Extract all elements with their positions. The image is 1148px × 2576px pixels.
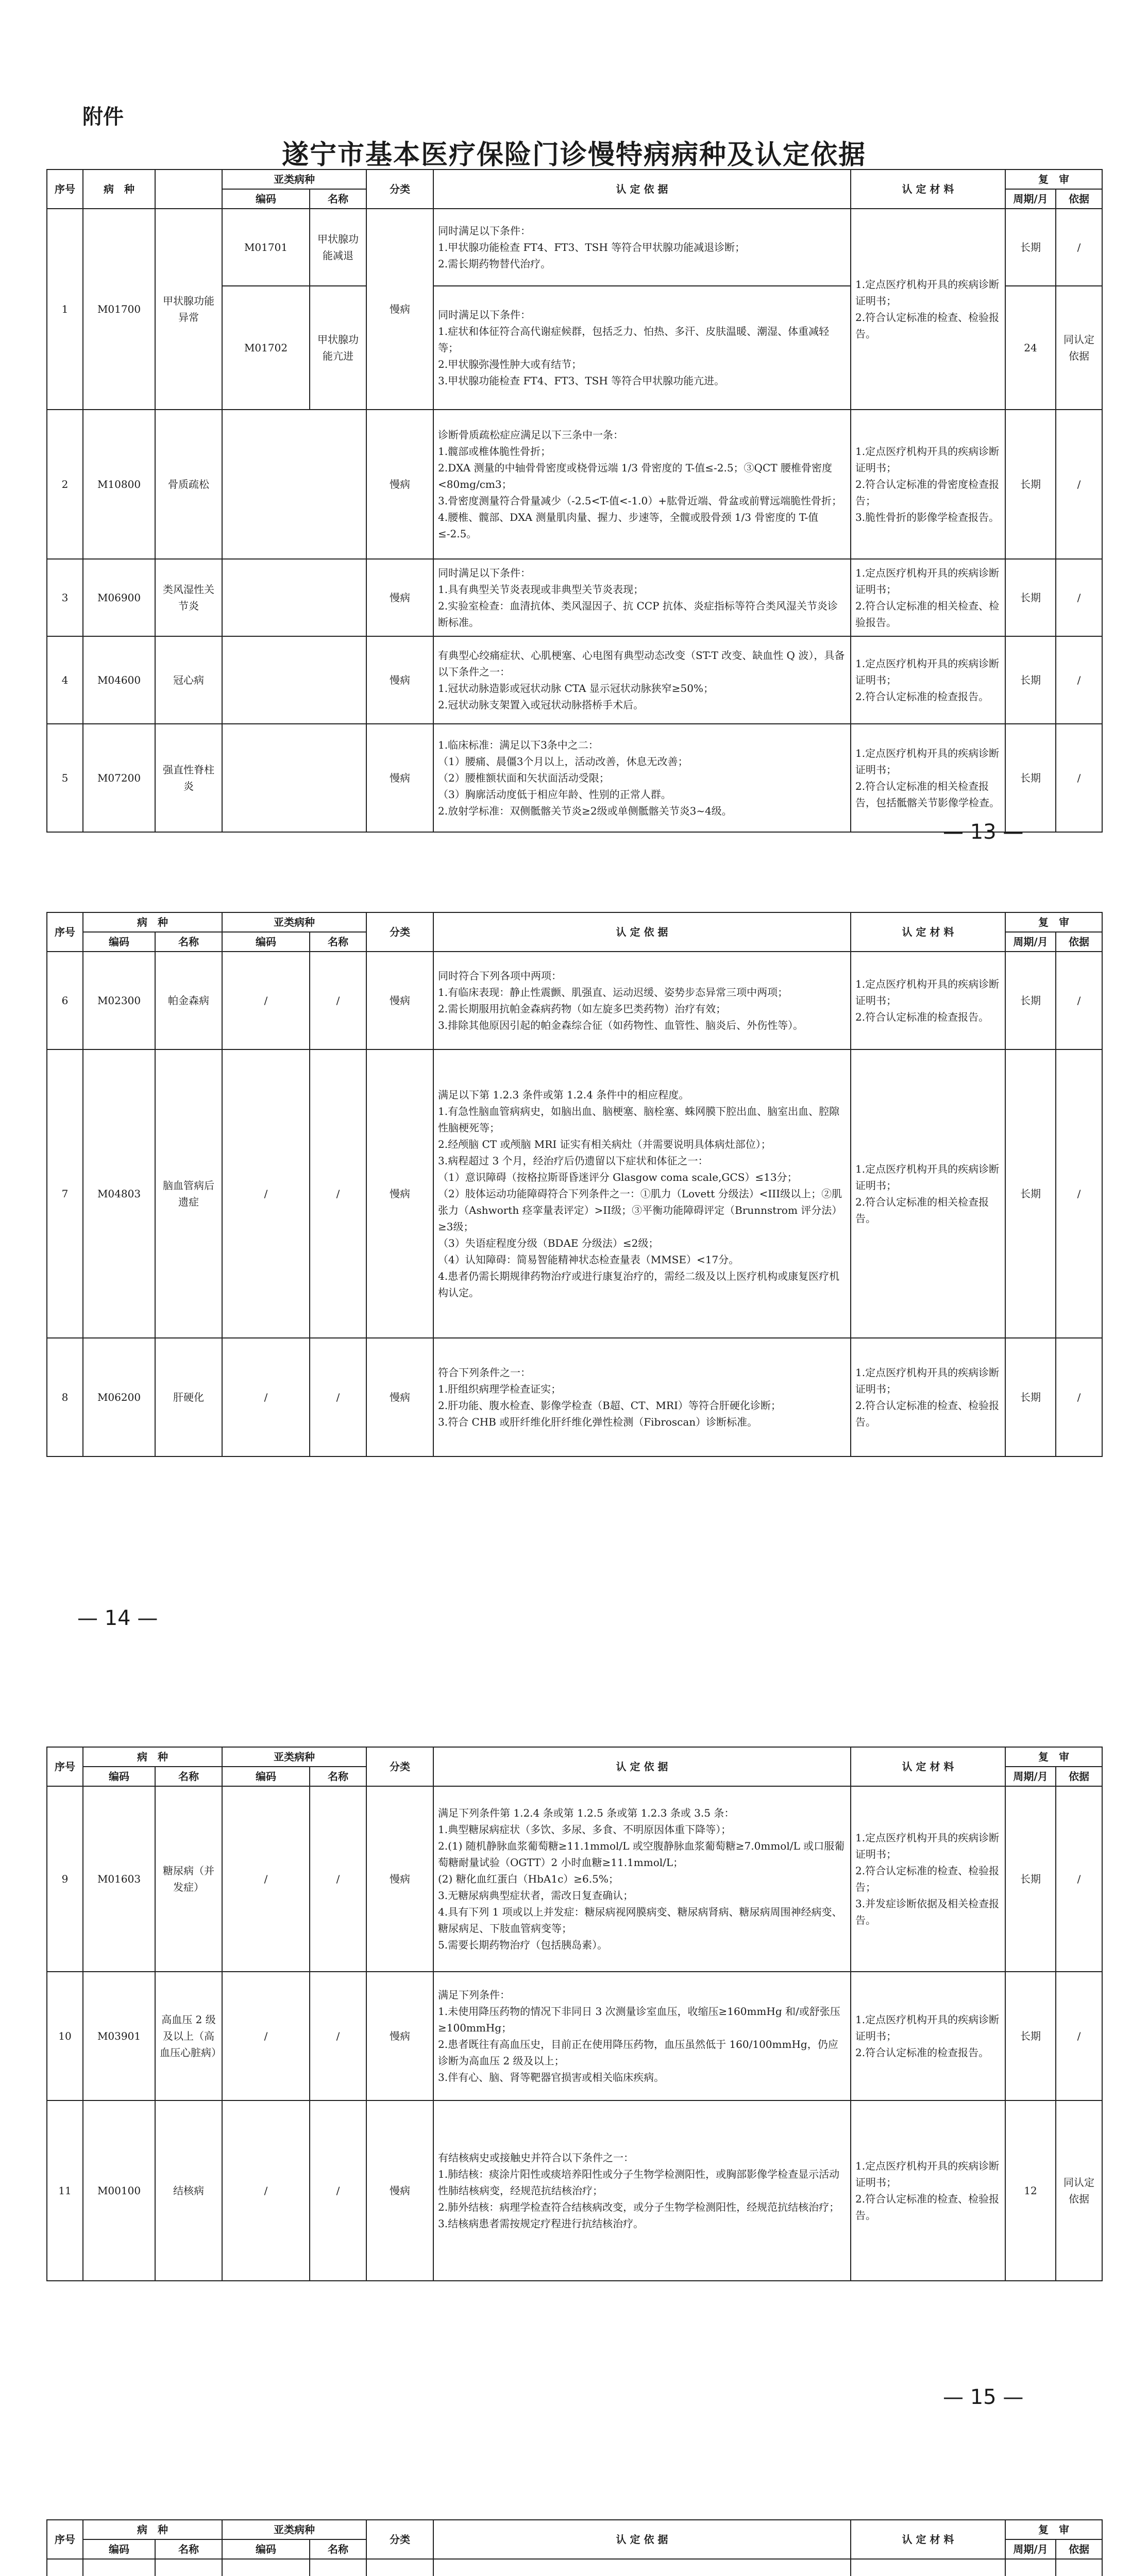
row-name: 强直性脊柱炎 bbox=[155, 724, 222, 832]
row-period: 24 bbox=[1005, 286, 1056, 410]
row-period: 长期 bbox=[1005, 1338, 1056, 1456]
col-sub-name: 名称 bbox=[310, 2539, 366, 2559]
col-code: 编码 bbox=[83, 2539, 155, 2559]
row-name bbox=[155, 2559, 222, 2576]
row-name: 糖尿病（并发症） bbox=[155, 1786, 222, 1972]
col-review: 复 审 bbox=[1005, 2520, 1102, 2539]
table-row bbox=[47, 410, 1102, 559]
row-seq: 7 bbox=[47, 1049, 83, 1338]
row-code: M07200 bbox=[83, 724, 155, 832]
col-criteria: 认 定 依 据 bbox=[433, 1747, 851, 1786]
row-basis: 同认定依据 bbox=[1056, 2100, 1102, 2281]
row-category: 慢病 bbox=[366, 952, 433, 1049]
table-row bbox=[47, 1786, 1102, 1972]
col-basis: 依据 bbox=[1056, 932, 1102, 952]
table-row bbox=[47, 724, 1102, 832]
row-seq: 10 bbox=[47, 1972, 83, 2100]
sub-code: / bbox=[222, 1338, 310, 1456]
sub-name: / bbox=[310, 1049, 366, 1338]
row-name: 结核病 bbox=[155, 2100, 222, 2281]
row-basis: / bbox=[1056, 1786, 1102, 1972]
col-sub-code: 编码 bbox=[222, 2539, 310, 2559]
sub-code: / bbox=[222, 2100, 310, 2281]
col-materials: 认 定 材 料 bbox=[851, 1747, 1005, 1786]
col-disease: 病 种 bbox=[83, 912, 222, 932]
page-title: 遂宁市基本医疗保险门诊慢特病病种及认定依据 bbox=[281, 139, 866, 171]
sub-code: / bbox=[222, 952, 310, 1049]
row-basis: / bbox=[1056, 952, 1102, 1049]
col-sub: 亚类病种 bbox=[222, 1747, 366, 1767]
col-review: 复 审 bbox=[1005, 1747, 1102, 1767]
col-seq: 序号 bbox=[47, 2520, 83, 2559]
col-period: 周期/月 bbox=[1005, 932, 1056, 952]
row-seq bbox=[47, 2559, 83, 2576]
col-code: 编码 bbox=[83, 1767, 155, 1786]
row-category: 慢病 bbox=[366, 410, 433, 559]
row-name: 高血压 2 级及以上（高血压心脏病） bbox=[155, 1972, 222, 2100]
col-period: 周期/月 bbox=[1005, 1767, 1056, 1786]
row-period: 长期 bbox=[1005, 724, 1056, 832]
row-period: 12 bbox=[1005, 2100, 1056, 2281]
row-basis: / bbox=[1056, 724, 1102, 832]
disease-table-page-15 bbox=[46, 1747, 1103, 2281]
row-category: 慢病 bbox=[366, 209, 433, 410]
col-sub-code: 编码 bbox=[222, 932, 310, 952]
row-category: 慢病 bbox=[366, 2100, 433, 2281]
sub-code: / bbox=[222, 1049, 310, 1338]
row-criteria: 同时满足以下条件： 1.具有典型关节炎表现或非典型关节炎表现； 2.实验室检查：血清抗体、类风湿因子、抗 CCP 抗体、炎症指标等符合类风湿关节炎诊断标准。 bbox=[433, 559, 851, 636]
row-period: 长期 bbox=[1005, 209, 1056, 286]
row-code: M06900 bbox=[83, 559, 155, 636]
col-criteria: 认 定 依 据 bbox=[433, 2520, 851, 2559]
row-period: 长期 bbox=[1005, 559, 1056, 636]
sub-code: / bbox=[222, 1786, 310, 1972]
table-row bbox=[47, 636, 1102, 724]
col-sub-name: 名称 bbox=[310, 932, 366, 952]
sub-name: / bbox=[310, 952, 366, 1049]
row-materials: 1.定点医疗机构开具的疾病诊断证明书； 2.符合认定标准的相关检查、检验报告。 bbox=[851, 559, 1005, 636]
table-row bbox=[47, 2559, 1102, 2576]
row-materials: 1.定点医疗机构开具的疾病诊断证明书； 2.符合认定标准的检查报告。 bbox=[851, 636, 1005, 724]
row-criteria: 同时满足以下条件： 1.症状和体征符合高代谢症候群，包括乏力、怕热、多汗、皮肤温暖、潮湿、体重减轻等； 2.甲状腺弥漫性肿大或有结节； 3.甲状腺功能检查 FT4、FT3、TSH 等符合甲状腺功能亢进。 bbox=[433, 286, 851, 410]
row-category bbox=[366, 2559, 433, 2576]
row-period: 长期 bbox=[1005, 636, 1056, 724]
row-name: 肝硬化 bbox=[155, 1338, 222, 1456]
sub-code bbox=[222, 2559, 310, 2576]
sub-code: M01701 bbox=[222, 209, 310, 286]
col-disease: 病 种 bbox=[83, 170, 155, 209]
page-number: — 13 — bbox=[943, 820, 1024, 844]
col-category: 分类 bbox=[366, 170, 433, 209]
sub-name: / bbox=[310, 1786, 366, 1972]
col-name: 名称 bbox=[155, 1767, 222, 1786]
table-row bbox=[47, 209, 1102, 286]
col-criteria: 认 定 依 据 bbox=[433, 912, 851, 952]
row-basis: / bbox=[1056, 1338, 1102, 1456]
row-materials: 1.定点医疗机构开具的疾病诊断证明书； 2.符合认定标准的检查报告。 bbox=[851, 1972, 1005, 2100]
row-category: 慢病 bbox=[366, 1786, 433, 1972]
row-materials: 1.定点医疗机构开具的疾病诊断证明书； 2.符合认定标准的检查、检验报告。 bbox=[851, 1338, 1005, 1456]
row-category: 慢病 bbox=[366, 724, 433, 832]
page-number: — 14 — bbox=[77, 1606, 158, 1630]
row-code: M04600 bbox=[83, 636, 155, 724]
sub-code: / bbox=[222, 1972, 310, 2100]
row-category: 慢病 bbox=[366, 636, 433, 724]
table-row bbox=[47, 1338, 1102, 1456]
table-row bbox=[47, 1049, 1102, 1338]
col-disease: 病 种 bbox=[83, 2520, 222, 2539]
col-period: 周期/月 bbox=[1005, 189, 1056, 209]
row-code: M01603 bbox=[83, 1786, 155, 1972]
col-sub: 亚类病种 bbox=[222, 912, 366, 932]
row-code bbox=[83, 2559, 155, 2576]
row-materials: 1.定点医疗机构开具的疾病诊断证明书； 2.符合认定标准的检查、检验报告。 bbox=[851, 2100, 1005, 2281]
row-criteria: 有典型心绞痛症状、心肌梗塞、心电图有典型动态改变（ST-T 改变、缺血性 Q 波），具备以下条件之一： 1.冠状动脉造影或冠状动脉 CTA 显示冠状动脉狭窄≥50%； 2.冠状动脉支架置入或冠状动脉搭桥手术后。 bbox=[433, 636, 851, 724]
col-review: 复 审 bbox=[1005, 170, 1102, 189]
row-seq: 11 bbox=[47, 2100, 83, 2281]
row-basis: / bbox=[1056, 636, 1102, 724]
row-name: 类风湿性关节炎 bbox=[155, 559, 222, 636]
col-seq: 序号 bbox=[47, 170, 83, 209]
col-disease-name-spacer bbox=[155, 170, 222, 209]
row-seq: 1 bbox=[47, 209, 83, 410]
sub-name: / bbox=[310, 1972, 366, 2100]
row-seq: 5 bbox=[47, 724, 83, 832]
col-sub-code: 编码 bbox=[222, 1767, 310, 1786]
col-category: 分类 bbox=[366, 1747, 433, 1786]
col-materials: 认 定 材 料 bbox=[851, 170, 1005, 209]
row-criteria: 1.临床标准：满足以下3条中之二： （1）腰痛、晨僵3个月以上，活动改善，休息无改善； （2）腰椎额状面和矢状面活动受限； （3）胸廓活动度低于相应年龄、性别的正常人群。 2.放射学标准：双侧骶髂关节炎≥2级或单侧骶髂关节炎3~4级。 bbox=[433, 724, 851, 832]
sub-code: M01702 bbox=[222, 286, 310, 410]
col-name: 名称 bbox=[155, 932, 222, 952]
row-period: 长期 bbox=[1005, 952, 1056, 1049]
table-row bbox=[47, 952, 1102, 1049]
col-code: 编码 bbox=[83, 932, 155, 952]
row-seq: 6 bbox=[47, 952, 83, 1049]
col-category: 分类 bbox=[366, 2520, 433, 2559]
row-code: M04803 bbox=[83, 1049, 155, 1338]
col-criteria: 认 定 依 据 bbox=[433, 170, 851, 209]
col-sub-name: 名称 bbox=[310, 189, 366, 209]
col-disease: 病 种 bbox=[83, 1747, 222, 1767]
row-materials: 1.定点医疗机构开具的疾病诊断证明书； 2.符合认定标准的骨密度检查报告； 3.脆性骨折的影像学检查报告。 bbox=[851, 410, 1005, 559]
row-code: M02300 bbox=[83, 952, 155, 1049]
row-seq: 4 bbox=[47, 636, 83, 724]
col-basis: 依据 bbox=[1056, 2539, 1102, 2559]
col-sub: 亚类病种 bbox=[222, 170, 366, 189]
sub-name: 甲状腺功能亢进 bbox=[310, 286, 366, 410]
row-criteria: 满足下列条件： 1.未使用降压药物的情况下非同日 3 次测量诊室血压，收缩压≥160mmHg 和/或舒张压≥100mmHg； 2.患者既往有高血压史，目前正在使用降压药物，血压虽然低于 160/100mmHg，仍应诊断为高血压 2 级及以上； 3.伴有心、脑、肾等靶器官损害或相关临床疾病。 bbox=[433, 1972, 851, 2100]
row-criteria: 诊断骨质疏松症应满足以下三条中一条： 1.髋部或椎体脆性骨折； 2.DXA 测量的中轴骨骨密度或桡骨远端 1/3 骨密度的 T-值≤-2.5；③QCT 腰椎骨密度<80mg/cm3； 3.骨密度测量符合骨量减少（-2.5<T-值<-1.0）+肱骨近端、骨盆或前臂远端脆性骨折； 4.腰椎、髋部、DXA 测量肌肉量、握力、步速等，全髋或股骨颈 1/3 骨密度的 T-值≤-2.5。 bbox=[433, 410, 851, 559]
row-basis bbox=[1056, 2559, 1102, 2576]
row-period: 长期 bbox=[1005, 410, 1056, 559]
row-name: 帕金森病 bbox=[155, 952, 222, 1049]
row-materials: 1.定点医疗机构开具的疾病诊断证明书； 2.符合认定标准的相关检查报告，包括骶髂关节影像学检查。 bbox=[851, 724, 1005, 832]
col-basis: 依据 bbox=[1056, 1767, 1102, 1786]
row-seq: 3 bbox=[47, 559, 83, 636]
col-category: 分类 bbox=[366, 912, 433, 952]
table-row bbox=[47, 559, 1102, 636]
row-basis: / bbox=[1056, 209, 1102, 286]
row-basis: / bbox=[1056, 559, 1102, 636]
col-seq: 序号 bbox=[47, 1747, 83, 1786]
row-seq: 8 bbox=[47, 1338, 83, 1456]
disease-table-page-14 bbox=[46, 912, 1103, 1457]
col-basis: 依据 bbox=[1056, 189, 1102, 209]
row-materials: 1.定点医疗机构开具的疾病诊断证明书； 2.符合认定标准的检查、检验报告。 bbox=[851, 209, 1005, 410]
row-period: 长期 bbox=[1005, 1049, 1056, 1338]
sub-name: / bbox=[310, 2100, 366, 2281]
col-sub: 亚类病种 bbox=[222, 2520, 366, 2539]
row-code: M03901 bbox=[83, 1972, 155, 2100]
row-seq: 2 bbox=[47, 410, 83, 559]
row-basis: / bbox=[1056, 410, 1102, 559]
row-seq: 9 bbox=[47, 1786, 83, 1972]
table-row bbox=[47, 2100, 1102, 2281]
row-name: 冠心病 bbox=[155, 636, 222, 724]
col-sub-name: 名称 bbox=[310, 1767, 366, 1786]
sub-empty bbox=[222, 636, 366, 724]
col-review: 复 审 bbox=[1005, 912, 1102, 932]
row-materials bbox=[851, 2559, 1005, 2576]
row-materials: 1.定点医疗机构开具的疾病诊断证明书； 2.符合认定标准的检查报告。 bbox=[851, 952, 1005, 1049]
row-criteria: 满足下列条件第 1.2.4 条或第 1.2.5 条或第 1.2.3 条或 3.5 条： 1.典型糖尿病症状（多饮、多尿、多食、不明原因体重下降等）； 2.(1) 随机静脉血浆葡萄糖≥11.1mmol/L 或空腹静脉血浆葡萄糖≥7.0mmol/L 或口服葡萄糖耐量试验（OGTT）2 小时血糖≥11.1mmol/L； (2) 糖化血红蛋白（HbA1c）≥6.5%； 3.无糖尿病典型症状者，需改日复查确认； 4.具有下列 1 项或以上并发症：糖尿病视网膜病变、糖尿病肾病、糖尿病周围神经病变、糖尿病足、下肢血管病变等； 5.需要长期药物治疗（包括胰岛素）。 bbox=[433, 1786, 851, 1972]
disease-table-page-16 bbox=[46, 2519, 1103, 2576]
disease-table-page-13 bbox=[46, 169, 1103, 833]
col-materials: 认 定 材 料 bbox=[851, 912, 1005, 952]
row-period: 长期 bbox=[1005, 1786, 1056, 1972]
row-code: M06200 bbox=[83, 1338, 155, 1456]
row-name: 脑血管病后遗症 bbox=[155, 1049, 222, 1338]
row-basis: / bbox=[1056, 1049, 1102, 1338]
row-basis: / bbox=[1056, 1972, 1102, 2100]
row-criteria: 有结核病史或接触史并符合以下条件之一： 1.肺结核：痰涂片阳性或痰培养阳性或分子生物学检测阳性，或胸部影像学检查显示活动性肺结核病变，经规范抗结核治疗； 2.肺外结核：病理学检查符合结核病改变，或分子生物学检测阳性，经规范抗结核治疗； 3.结核病患者需按规定疗程进行抗结核治疗。 bbox=[433, 2100, 851, 2281]
row-materials: 1.定点医疗机构开具的疾病诊断证明书； 2.符合认定标准的检查、检验报告； 3.并发症诊断依据及相关检查报告。 bbox=[851, 1786, 1005, 1972]
col-name: 名称 bbox=[155, 2539, 222, 2559]
sub-name: / bbox=[310, 1338, 366, 1456]
row-name: 骨质疏松 bbox=[155, 410, 222, 559]
row-code: M00100 bbox=[83, 2100, 155, 2281]
table-row bbox=[47, 1972, 1102, 2100]
row-category: 慢病 bbox=[366, 1972, 433, 2100]
sub-empty bbox=[222, 410, 366, 559]
col-seq: 序号 bbox=[47, 912, 83, 952]
row-materials: 1.定点医疗机构开具的疾病诊断证明书； 2.符合认定标准的相关检查报告。 bbox=[851, 1049, 1005, 1338]
row-category: 慢病 bbox=[366, 1338, 433, 1456]
sub-empty bbox=[222, 559, 366, 636]
attachment-label: 附件 bbox=[82, 105, 124, 129]
row-criteria: 同时满足以下条件： 1.甲状腺功能检查 FT4、FT3、TSH 等符合甲状腺功能减退诊断； 2.需长期药物替代治疗。 bbox=[433, 209, 851, 286]
row-name: 甲状腺功能异常 bbox=[155, 209, 222, 410]
row-category: 慢病 bbox=[366, 559, 433, 636]
row-criteria: 满足以下第 1.2.3 条件或第 1.2.4 条件中的相应程度。 1.有急性脑血管病病史，如脑出血、脑梗塞、脑栓塞、蛛网膜下腔出血、脑室出血、腔隙性脑梗死等； 2.经颅脑 CT 或颅脑 MRI 证实有相关病灶（并需要说明具体病灶部位）； 3.病程超过 3 个月，经治疗后仍遗留以下症状和体征之一： （1）意识障碍（按格拉斯哥昏迷评分 Glasgow coma scale,GCS）≤13分； （2）肢体运动功能障碍符合下列条件之一：①肌力（Lovett 分级法）<III级以上；②肌张力（Ashworth 痉挛量表评定）>II级；③平衡功能障碍评定（Brunnstrom 评分法）≥3级； （3）失语症程度分级（BDAE 分级法）≤2级； （4）认知障碍：简易智能精神状态检查量表（MMSE）<17分。 4.患者仍需长期规律药物治疗或进行康复治疗的，需经二级及以上医疗机构或康复医疗机构认定。 bbox=[433, 1049, 851, 1338]
row-period: 长期 bbox=[1005, 1972, 1056, 2100]
row-category: 慢病 bbox=[366, 1049, 433, 1338]
row-criteria bbox=[433, 2559, 851, 2576]
sub-name: 甲状腺功能减退 bbox=[310, 209, 366, 286]
row-criteria: 同时符合下列各项中两项： 1.有临床表现：静止性震颤、肌强直、运动迟缓、姿势步态异常三项中两项； 2.需长期服用抗帕金森病药物（如左旋多巴类药物）治疗有效； 3.排除其他原因引起的帕金森综合征（如药物性、血管性、脑炎后、外伤性等）。 bbox=[433, 952, 851, 1049]
col-period: 周期/月 bbox=[1005, 2539, 1056, 2559]
row-period bbox=[1005, 2559, 1056, 2576]
sub-name bbox=[310, 2559, 366, 2576]
col-materials: 认 定 材 料 bbox=[851, 2520, 1005, 2559]
sub-empty bbox=[222, 724, 366, 832]
row-code: M10800 bbox=[83, 410, 155, 559]
col-sub-code: 编码 bbox=[222, 189, 310, 209]
page-number: — 15 — bbox=[943, 2385, 1024, 2409]
row-criteria: 符合下列条件之一： 1.肝组织病理学检查证实； 2.肝功能、腹水检查、影像学检查（B超、CT、MRI）等符合肝硬化诊断； 3.符合 CHB 或肝纤维化肝纤维化弹性检测（Fibroscan）诊断标准。 bbox=[433, 1338, 851, 1456]
row-code: M01700 bbox=[83, 209, 155, 410]
row-basis: 同认定依据 bbox=[1056, 286, 1102, 410]
